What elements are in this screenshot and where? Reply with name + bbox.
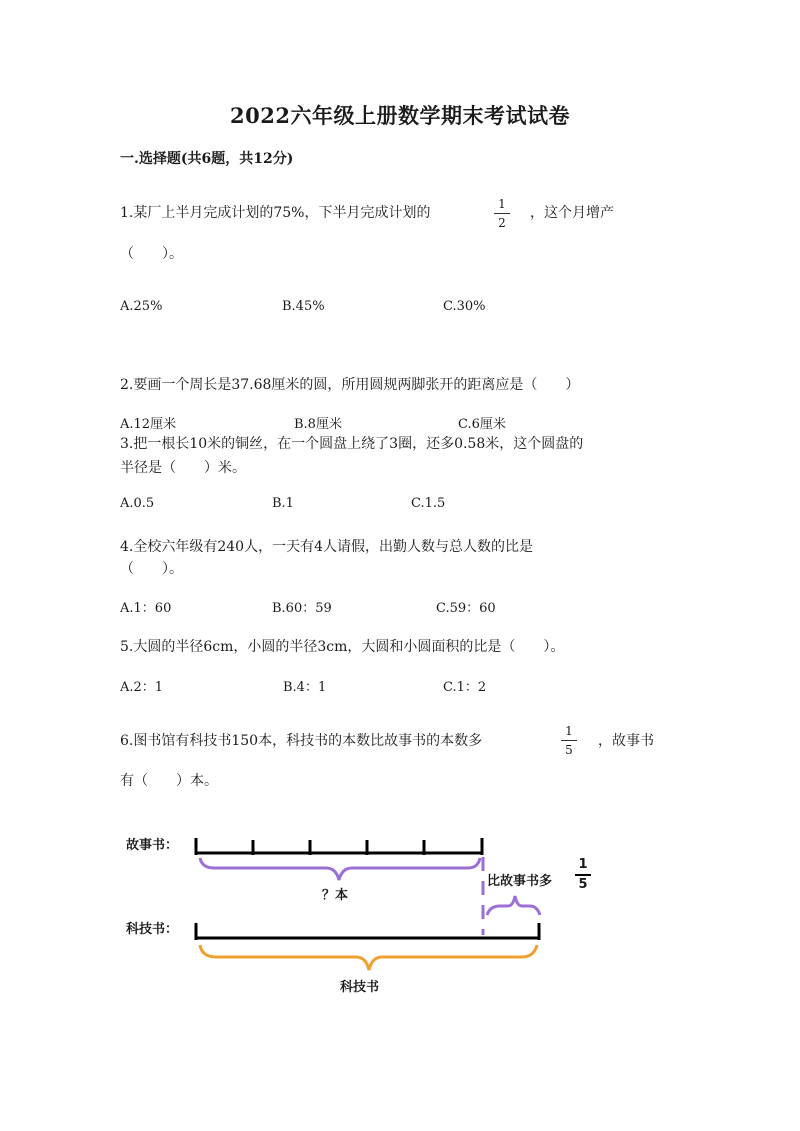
question-5-text: 5.大圆的半径6cm，小圆的半径3cm，大圆和小圆面积的比是（ ）。 (120, 639, 565, 655)
page-title: 2022六年级上册数学期末考试试卷 (230, 103, 570, 128)
fraction-denominator: 2 (498, 216, 506, 230)
question-6-text: 6.图书馆有科技书150本，科技书的本数比故事书的本数多 (120, 733, 483, 749)
question-2-option-a[interactable]: A.12厘米 (120, 417, 177, 432)
story-book-line (196, 838, 482, 855)
question-4-line-1: 4.全校六年级有240人，一天有4人请假，出勤人数与总人数的比是 (120, 539, 533, 555)
fraction-bar (494, 213, 510, 214)
section-heading: 一.选择题(共6题，共12分) (120, 151, 294, 167)
question-1-text-continued: ，这个月增产 (530, 205, 614, 221)
question-4-option-b[interactable]: B.60：59 (272, 601, 332, 616)
question-1-fraction (494, 197, 510, 230)
question-1-text: 1.某厂上半月完成计划的75%，下半月完成计划的 (120, 205, 431, 221)
question-3-line-1: 3.把一根长10米的铜丝，在一个圆盘上绕了3圈，还多0.58米，这个圆盘的 (120, 436, 584, 452)
question-4-option-c[interactable]: C.59：60 (436, 601, 496, 616)
question-6-fraction (561, 724, 577, 757)
question-1-option-a[interactable]: A.25% (120, 299, 163, 314)
fraction-numerator: 1 (565, 724, 573, 738)
science-book-line (196, 923, 539, 940)
question-5-option-c[interactable]: C.1：2 (443, 680, 487, 695)
question-6-blank: 有（ ）本。 (120, 773, 218, 789)
story-book-brace (200, 858, 480, 880)
question-2-option-b[interactable]: B.8厘米 (294, 417, 342, 432)
question-4-line-2: （ ）。 (120, 561, 183, 577)
question-3-option-c[interactable]: C.1.5 (411, 496, 446, 511)
question-3-option-a[interactable]: A.0.5 (120, 496, 155, 511)
science-book-total-label: 科技书 (340, 980, 380, 995)
science-book-label: 科技书： (126, 922, 179, 937)
comparison-fraction (575, 858, 591, 892)
question-6-text-continued: ，故事书 (598, 733, 654, 749)
question-1-option-b[interactable]: B.45% (282, 299, 325, 314)
fraction-bar (575, 874, 591, 876)
story-book-label: 故事书： (126, 838, 179, 853)
extra-part-brace (487, 896, 540, 915)
question-4-option-a[interactable]: A.1：60 (120, 601, 172, 616)
question-1-blank: （ ）。 (120, 246, 183, 262)
question-2-text: 2.要画一个周长是37.68厘米的圆，所用圆规两脚张开的距离应是（ ） (120, 377, 580, 393)
fraction-denominator: 5 (578, 877, 588, 892)
question-3-line-2: 半径是（ ）米。 (120, 460, 246, 476)
question-5-option-a[interactable]: A.2：1 (120, 680, 164, 695)
question-5-option-b[interactable]: B.4：1 (283, 680, 327, 695)
comparison-label: 比故事书多 (487, 874, 553, 889)
question-3-option-b[interactable]: B.1 (272, 496, 294, 511)
fraction-numerator: 1 (578, 857, 588, 872)
fraction-bar (561, 740, 577, 741)
question-1-option-c[interactable]: C.30% (443, 299, 486, 314)
fraction-denominator: 5 (565, 743, 573, 757)
science-book-brace (200, 945, 537, 970)
unknown-amount-label: ？本 (322, 888, 349, 903)
fraction-numerator: 1 (498, 197, 506, 211)
question-2-option-c[interactable]: C.6厘米 (458, 417, 506, 432)
